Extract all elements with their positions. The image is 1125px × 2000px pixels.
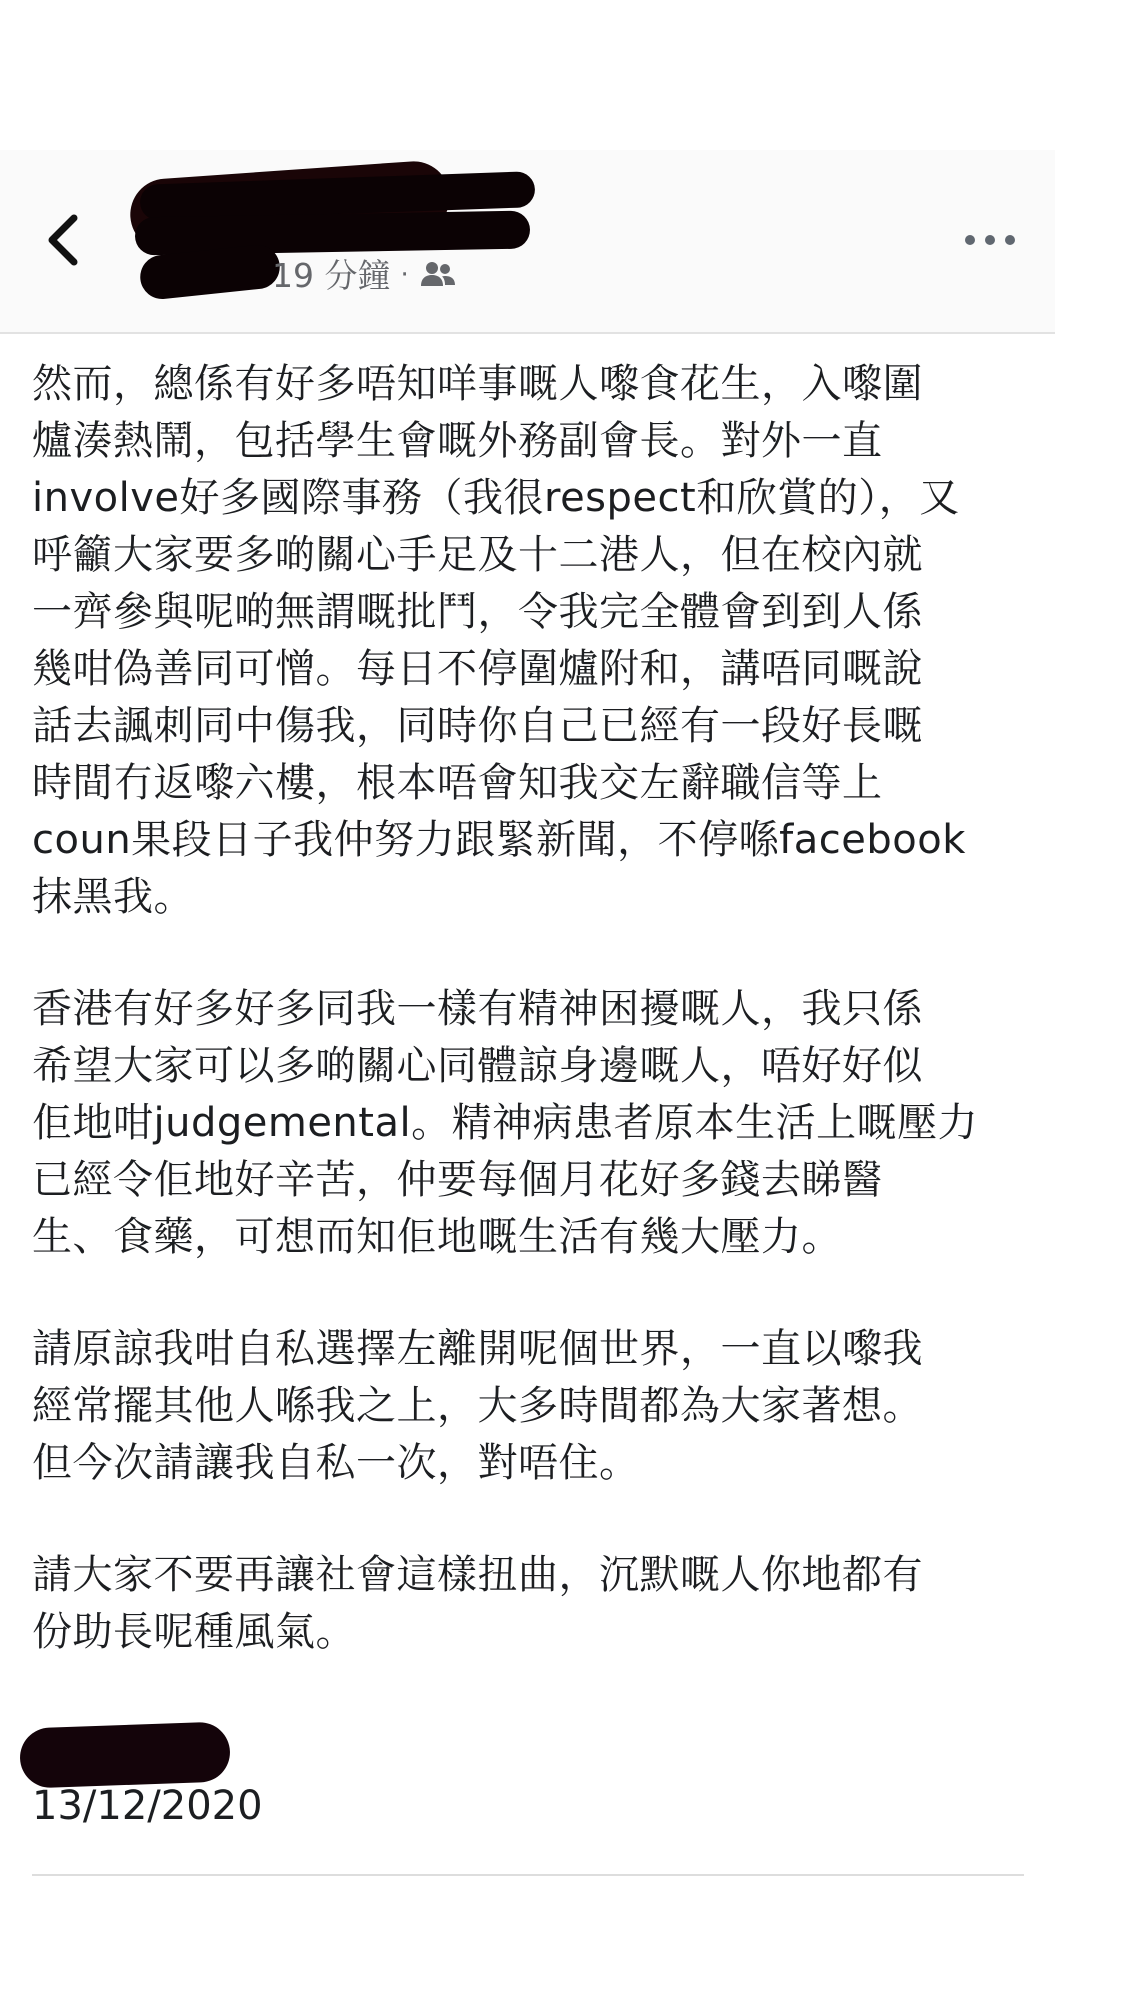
text-line: 請大家不要再讓社會這樣扭曲，沉默嘅人你地都有 — [32, 1552, 923, 1598]
post-paragraph — [32, 356, 1032, 926]
text-line: 幾咁偽善同可憎。每日不停圍爐附和，講唔同嘅說 — [32, 646, 923, 692]
text-line: 然而，總係有好多唔知咩事嘅人嚟食花生，入嚟圍 — [32, 361, 923, 407]
text-line: 話去諷刺同中傷我，同時你自己已經有一段好長嘅 — [32, 703, 923, 749]
author-name-redaction — [135, 211, 531, 256]
more-horizontal-icon — [960, 222, 1020, 258]
divider — [32, 1874, 1024, 1876]
text-line: 呼籲大家要多啲關心手足及十二港人，但在校內就 — [32, 532, 923, 578]
text-line: 已經令佢地好辛苦，仲要每個月花好多錢去睇醫 — [32, 1157, 883, 1203]
friends-icon[interactable] — [419, 259, 457, 289]
text-line: 份助長呢種風氣。 — [32, 1609, 356, 1655]
text-line: coun果段日子我仲努力跟緊新聞，不停喺facebook — [32, 817, 966, 863]
post-paragraph — [32, 981, 1032, 1266]
text-line: 生、食藥，可想而知佢地嘅生活有幾大壓力。 — [32, 1214, 842, 1260]
text-line: involve好多國際事務（我很respect和欣賞的），又 — [32, 475, 960, 521]
post-paragraph — [32, 1321, 1032, 1492]
text-line: 佢地咁judgemental。精神病患者原本生活上嘅壓力 — [32, 1100, 979, 1146]
text-line: 經常擺其他人喺我之上，大多時間都為大家著想。 — [32, 1383, 923, 1429]
more-options-button[interactable] — [960, 222, 1020, 258]
text-line: 請原諒我咁自私選擇左離開呢個世界，一直以嚟我 — [32, 1326, 923, 1372]
post-timestamp[interactable]: 19 分鐘 — [272, 256, 391, 295]
status-bar-area — [0, 0, 1125, 150]
text-line: 希望大家可以多啲關心同體諒身邊嘅人，唔好好似 — [32, 1043, 923, 1089]
post-text — [32, 356, 1032, 1716]
meta-separator: · — [400, 259, 409, 290]
text-line: 時間冇返嚟六樓，根本唔會知我交左辭職信等上 — [32, 760, 883, 806]
post-meta — [272, 250, 457, 297]
signature-redaction — [19, 1721, 231, 1788]
post-header — [0, 150, 1055, 334]
text-line: 爐湊熱鬧，包括學生會嘅外務副會長。對外一直 — [32, 418, 883, 464]
text-line: 但今次請讓我自私一次，對唔住。 — [32, 1440, 640, 1486]
text-line: 抹黑我。 — [32, 874, 194, 920]
chevron-left-icon — [40, 208, 90, 272]
post-paragraph — [32, 1547, 1032, 1661]
post-date: 13/12/2020 — [32, 1783, 263, 1829]
text-line: 一齊參與呢啲無謂嘅批鬥，令我完全體會到到人係 — [32, 589, 923, 635]
back-button[interactable] — [40, 208, 90, 272]
text-line: 香港有好多好多同我一樣有精神困擾嘅人，我只係 — [32, 986, 923, 1032]
